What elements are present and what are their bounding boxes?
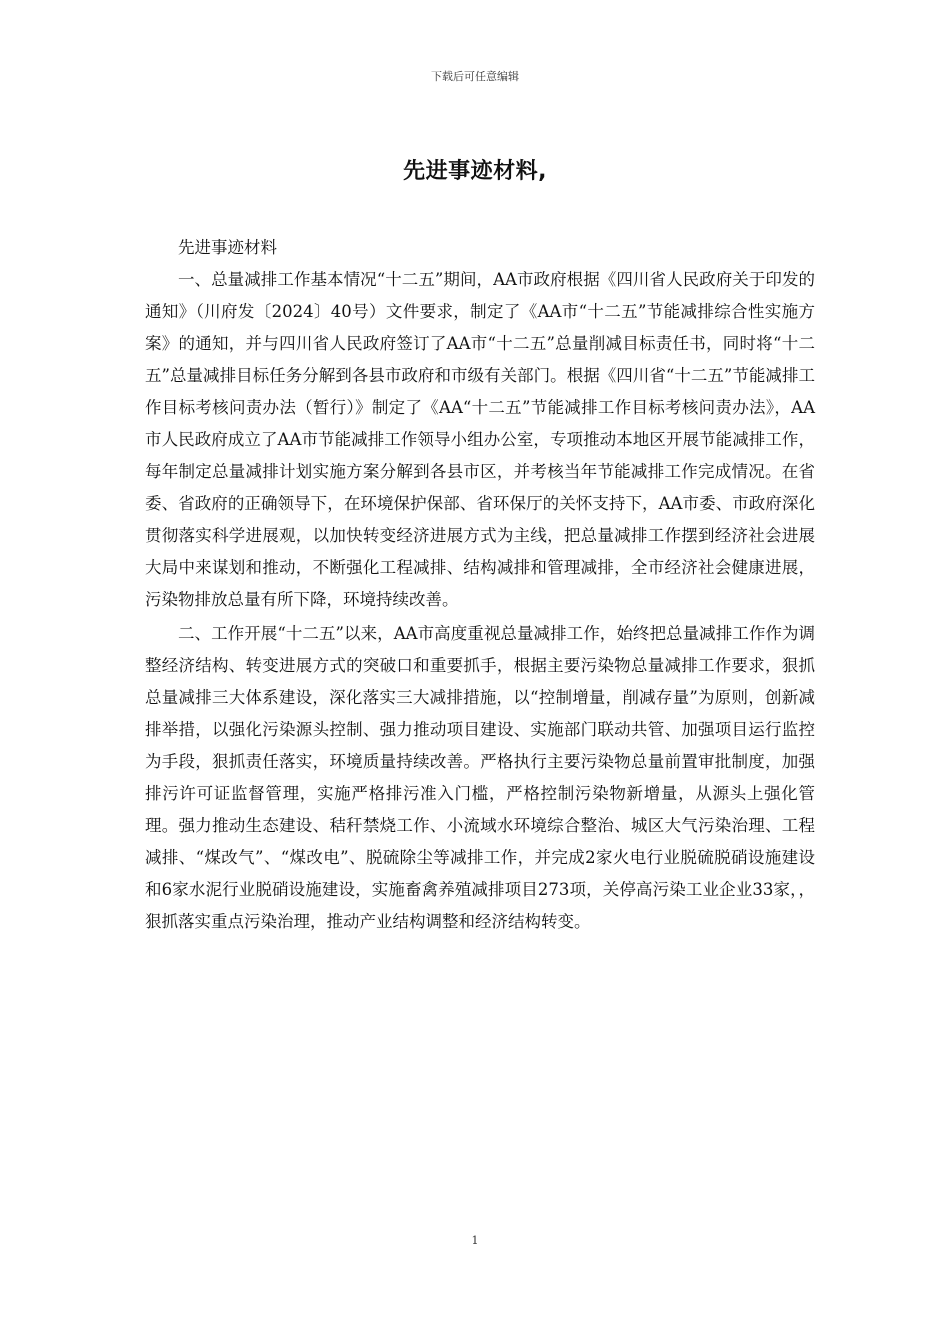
page-header-note: 下载后可任意编辑 [431,70,519,83]
page-number: 1 [471,1234,479,1247]
document-body [145,232,815,940]
document-title: 先进事迹材料, [403,159,547,184]
paragraph-2: 二、工作开展“十二五”以来，AA市高度重视总量减排工作，始终把总量减排工作作为调整经济结构、转变进展方式的突破口和重要抓手，根据主要污染物总量减排工作要求，狠抓总量减排三大体系建设，深化落实三大减排措施，以“控制增量，削减存量”为原则，创新减排举措，以强化污染源头控制、强力推动项目建设、实施部门联动共管、加强项目运行监控为手段，狠抓责任落实，环境质量持续改善。严格执行主要污染物总量前置审批制度，加强排污许可证监督管理，实施严格排污准入门槛，严格控制污染物新增量，从源头上强化管理。强力推动生态建设、秸秆禁烧工作、小流域水环境综合整治、城区大气污染治理、工程减排、“煤改气”、“煤改电”、脱硫除尘等减排工作，并完成2家火电行业脱硫脱硝设施建设和6家水泥行业脱硝设施建设，实施畜禽养殖减排项目273项，关停高污染工业企业33家，，狠抓落实重点污染治理，推动产业结构调整和经济结构转变。 [145,624,815,931]
paragraph-1: 一、总量减排工作基本情况“十二五”期间，AA市政府根据《四川省人民政府关于印发的通知》（川府发〔2024〕40号）文件要求，制定了《AA市“十二五”节能减排综合性实施方案》的通知，并与四川省人民政府签订了AA市“十二五”总量削减目标责任书，同时将“十二五”总量减排目标任务分解到各县市政府和市级有关部门。根据《四川省“十二五”节能减排工作目标考核问责办法（暂行）》制定了《AA“十二五”节能减排工作目标考核问责办法》，AA市人民政府成立了AA市节能减排工作领导小组办公室，专项推动本地区开展节能减排工作，每年制定总量减排计划实施方案分解到各县市区，并考核当年节能减排工作完成情况。在省委、省政府的正确领导下，在环境保护保部、省环保厅的关怀支持下，AA市委、市政府深化贯彻落实科学进展观，以加快转变经济进展方式为主线，把总量减排工作摆到经济社会进展大局中来谋划和推动，不断强化工程减排、结构减排和管理减排，全市经济社会健康进展，污染物排放总量有所下降，环境持续改善。 [145,270,815,609]
document-subtitle: 先进事迹材料 [178,238,277,257]
